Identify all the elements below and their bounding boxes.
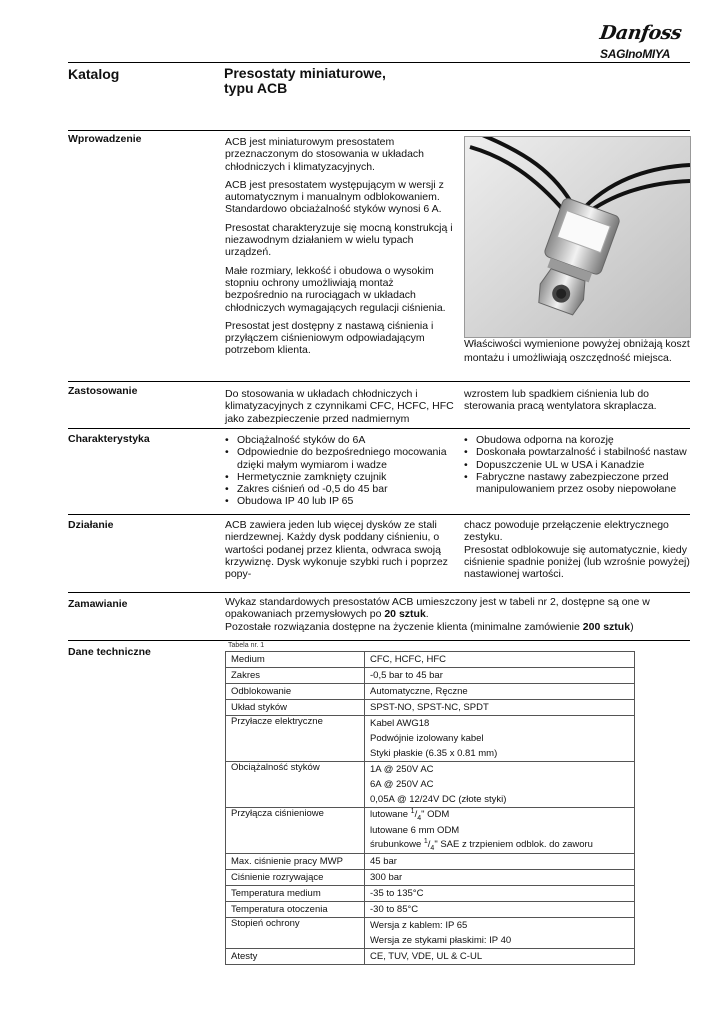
table-row: Stopień ochrony Wersja z kablem: IP 65	[226, 918, 635, 934]
table-row: Podwójnie izolowany kabel	[226, 731, 635, 746]
table-row: Odblokowanie Automatyczne, Ręczne	[226, 684, 635, 700]
section-rule	[68, 514, 690, 515]
section-rule	[68, 592, 690, 593]
list-item: • Odpowiednie do bezpośredniego mocowania dzięki małym wymiarom i wadze	[225, 446, 457, 471]
list-item: • Obudowa odporna na korozję	[464, 434, 690, 446]
application-text-right: wzrostem lub spadkiem ciśnienia lub do sterowania pracą wentylatora skraplacza.	[464, 388, 657, 413]
section-label-ordering: Zamawianie	[68, 598, 128, 610]
table-row: Przyłącza ciśnieniowe lutowane $^1/_4$" ODM	[226, 808, 635, 824]
list-item: • Doskonała powtarzalność i stabilność nastaw	[464, 446, 690, 458]
section-rule	[68, 428, 690, 429]
section-label-intro: Wprowadzenie	[68, 133, 142, 145]
section-rule	[68, 640, 690, 641]
table-row: Temperatura otoczenia -30 to 85°C	[226, 902, 635, 918]
intro-text: ACB jest miniaturowym presostatem przeznaczonym do stosowania w układach chłodniczych i klimatyzacyjnych. ACB jest presostatem występującym w wersji z automatycznym i manualnym odblokowaniem. Standardowo obciażalność styków wynosi 6 A. Presostat charakteryzuje się mocną konstrukcją i niezawodnym działaniem w wielu typach urządzeń. Małe rozmiary, lekkość i obudowa o wysokim stopniu ochrony umożliwiają montaż bezpośrednio na rurociągach w układach chłodniczych wymagających regulacji ciśnienia. Presostat jest dostępny z nastawą ciśnienia i przyłączem ciśnieniowym odpowiadającym potrzebom klienta.	[225, 136, 453, 357]
table-row: 0,05A @ 12/24V DC (złote styki)	[226, 792, 635, 808]
table-row: Obciążalność styków 1A @ 250V AC	[226, 762, 635, 778]
header-rule	[68, 62, 690, 63]
danfoss-logo: Danfoss	[598, 22, 683, 44]
table-row: 6A @ 250V AC	[226, 777, 635, 792]
table-row: Temperatura medium -35 to 135°C	[226, 886, 635, 902]
list-item: • Obciążalność styków do 6A	[225, 434, 457, 446]
section-label-application: Zastosowanie	[68, 385, 138, 397]
features-list-left	[225, 434, 457, 508]
list-item: • Hermetycznie zamknięty czujnik	[225, 471, 457, 483]
table-row: Atesty CE, TUV, VDE, UL & C-UL	[226, 949, 635, 965]
table-row: Max. ciśnienie pracy MWP 45 bar	[226, 854, 635, 870]
features-list-right	[464, 434, 690, 495]
product-photo	[464, 136, 691, 338]
list-item: • Obudowa IP 40 lub IP 65	[225, 495, 457, 507]
list-item: • Zakres ciśnień od -0,5 do 45 bar	[225, 483, 457, 495]
table-row: Układ styków SPST-NO, SPST-NC, SPDT	[226, 700, 635, 716]
section-rule	[68, 381, 690, 382]
table-row: Styki płaskie (6.35 x 0.81 mm)	[226, 746, 635, 762]
operation-text-right: chacz powoduje przełączenie elektrycznego zestyku. Presostat odblokowuje się automatycznie, kiedy ciśnienie spadnie poniżej (lub wzrośnie powyżej) nastawionej wartości.	[464, 519, 690, 581]
table-number: Tabela nr. 1	[228, 642, 265, 649]
list-item: • Fabryczne nastawy zabezpieczone przed manipulowaniem przez osoby niepowołane	[464, 471, 690, 496]
page-title: Presostaty miniaturowe, typu ACB	[224, 65, 386, 96]
table-row: Medium CFC, HCFC, HFC	[226, 652, 635, 668]
operation-text-left: ACB zawiera jeden lub więcej dysków ze stali nierdzewnej. Każdy dysk poddany ciśnieniu, o wartości podanej przez klienta, odwraca swoją krzywiznę. Dysk wykonuje szybki ruch i poprzez popy-	[225, 519, 448, 581]
section-rule	[68, 130, 690, 131]
table-row: Zakres -0,5 bar to 45 bar	[226, 668, 635, 684]
table-row: lutowane 6 mm ODM	[226, 823, 635, 838]
catalog-label: Katalog	[68, 66, 120, 82]
section-label-features: Charakterystyka	[68, 433, 150, 445]
table-row: Wersja ze stykami płaskimi: IP 40	[226, 933, 635, 949]
table-row: Przyłacze elektryczne Kabel AWG18	[226, 716, 635, 732]
technical-data-table	[225, 651, 635, 965]
table-row: Ciśnienie rozrywające 300 bar	[226, 870, 635, 886]
section-label-technical: Dane techniczne	[68, 646, 151, 658]
application-text-left: Do stosowania w układach chłodniczych i klimatyzacyjnych z czynnikami CFC, HCFC, HFC jako zabezpieczenie przed nadmiernym	[225, 388, 454, 425]
saginomiya-logo: SAGInoMIYA	[600, 47, 671, 61]
ordering-text: Wykaz standardowych presostatów ACB umieszczony jest w tabeli nr 2, dostępne są one w opakowaniach przemysłowych po 20 sztuk. Pozostałe rozwiązania dostępne na życzenie klienta (minimalne zamówienie 200 sztuk)	[225, 596, 650, 633]
section-label-operation: Działanie	[68, 519, 114, 531]
photo-caption: Właściwości wymienione powyżej obniżają koszt montażu i umożliwiają oszczędność miejsca.	[464, 338, 690, 364]
table-row: śrubunkowe $^1/_4$" SAE z trzpieniem odblok. do zaworu	[226, 838, 635, 854]
list-item: • Dopuszczenie UL w USA i Kanadzie	[464, 459, 690, 471]
